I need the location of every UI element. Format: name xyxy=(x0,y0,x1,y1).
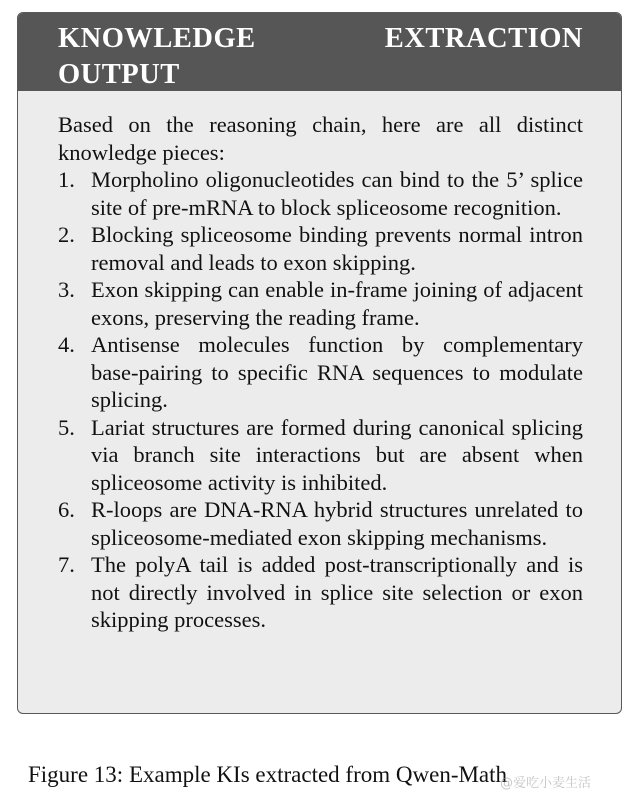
list-item xyxy=(58,496,583,551)
item-text: Lariat structures are formed during canonical splicing via branch site interactions but are absent when spliceosome activity is inhibited. xyxy=(91,414,583,495)
box-title: KNOWLEDGE EXTRACTION OUTPUT xyxy=(18,13,621,91)
item-number: 2. xyxy=(58,222,75,247)
item-text: Exon skipping can enable in-frame joining of adjacent exons, preserving the reading frame. xyxy=(91,277,583,330)
item-text: R-loops are DNA-RNA hybrid structures unrelated to spliceosome-mediated exon skipping mechanisms. xyxy=(91,497,583,550)
watermark: @爱吃小麦生活 xyxy=(500,776,592,791)
knowledge-list xyxy=(58,166,583,634)
item-number: 5. xyxy=(58,414,75,440)
item-number: 7. xyxy=(58,552,75,577)
item-text: Morpholino oligonucleotides can bind to the 5’ splice site of pre-mRNA to block spliceosome recognition. xyxy=(91,167,583,220)
list-item xyxy=(58,221,583,276)
box-body xyxy=(18,91,621,634)
list-item xyxy=(58,166,583,221)
list-item xyxy=(58,331,583,414)
knowledge-extraction-box xyxy=(17,12,622,714)
list-item xyxy=(58,414,583,497)
intro-text: Based on the reasoning chain, here are all distinct knowledge pieces: xyxy=(58,112,583,165)
item-text: Antisense molecules function by complementary base-pairing to specific RNA sequences to modulate splicing. xyxy=(91,332,583,412)
item-number: 3. xyxy=(58,277,75,302)
item-number: 4. xyxy=(58,332,75,357)
list-item xyxy=(58,276,583,331)
list-item xyxy=(58,551,583,634)
item-text: Blocking spliceosome binding prevents normal intron removal and leads to exon skipping. xyxy=(91,222,583,275)
figure-caption: Figure 13: Example KIs extracted from Qwen-Math xyxy=(28,762,508,787)
item-number: 1. xyxy=(58,167,75,192)
item-text: The polyA tail is added post-transcriptionally and is not directly involved in splice site selection or exon skipping processes. xyxy=(91,552,583,632)
item-number: 6. xyxy=(58,497,75,522)
